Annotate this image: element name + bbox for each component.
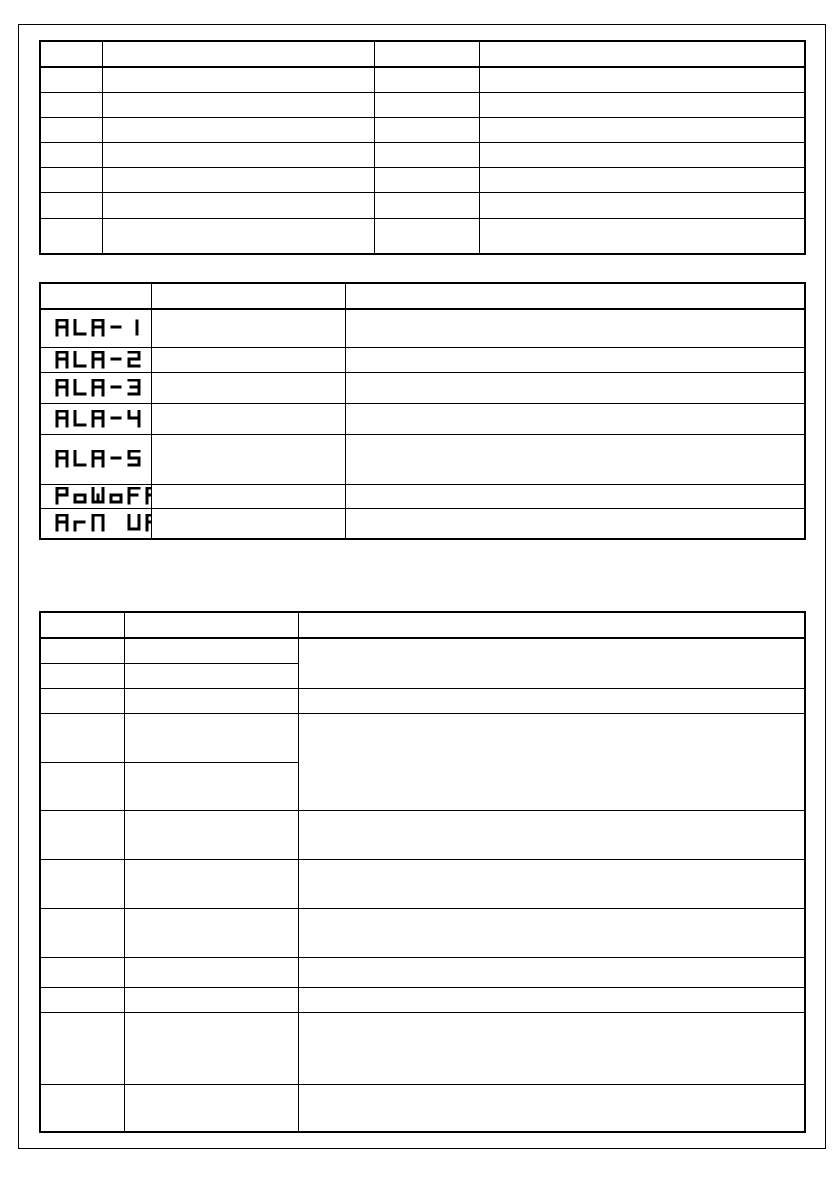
segment-glyph	[111, 495, 121, 502]
segment-glyph	[129, 380, 139, 394]
table-row	[40, 218, 805, 254]
display-code-4	[41, 410, 151, 428]
segment-glyph	[57, 515, 67, 530]
segment-glyph	[75, 522, 84, 530]
display-code-7	[41, 514, 151, 532]
table-1	[39, 40, 806, 255]
table-row	[40, 688, 805, 713]
table-row	[40, 987, 805, 1012]
segment-glyph	[93, 411, 103, 426]
seven-segment-code	[55, 351, 145, 369]
seven-segment-code	[55, 379, 145, 397]
alarm-row	[40, 508, 805, 539]
table-row	[40, 957, 805, 987]
segment-glyph	[57, 488, 67, 503]
segment-glyph	[75, 380, 85, 394]
display-code-3	[41, 379, 151, 397]
segment-glyph	[129, 488, 139, 503]
alarm-table-header-row	[40, 283, 805, 309]
table-row	[40, 1084, 805, 1132]
seven-segment-code	[55, 487, 151, 505]
display-code-6	[41, 487, 151, 505]
seven-segment-code	[55, 410, 145, 428]
segment-glyph	[129, 411, 139, 426]
segment-glyph	[129, 451, 139, 465]
table-row	[40, 859, 805, 908]
table-row	[40, 142, 805, 167]
segment-glyph	[93, 451, 103, 466]
alarm-row	[40, 484, 805, 508]
table-1-header-row	[40, 41, 805, 67]
table-row	[40, 908, 805, 957]
segment-glyph	[57, 320, 67, 335]
table-row	[40, 713, 805, 762]
segment-glyph	[93, 515, 103, 530]
segment-glyph	[147, 515, 151, 530]
segment-glyph	[57, 380, 67, 395]
table-3	[39, 611, 806, 1133]
table-row	[40, 1012, 805, 1084]
seven-segment-code	[55, 450, 145, 468]
segment-glyph	[93, 488, 103, 502]
display-code-2	[41, 351, 151, 369]
segment-glyph	[147, 488, 151, 503]
segment-glyph	[129, 515, 139, 529]
alarm-code-table	[39, 282, 806, 540]
segment-glyph	[57, 411, 67, 426]
alarm-row	[40, 309, 805, 347]
segment-glyph	[57, 352, 67, 367]
seven-segment-code	[55, 514, 151, 532]
table-row	[40, 638, 805, 663]
table-row	[40, 167, 805, 192]
segment-glyph	[93, 352, 103, 367]
table-row	[40, 810, 805, 859]
segment-glyph	[93, 380, 103, 395]
segment-glyph	[75, 411, 85, 425]
table-row	[40, 92, 805, 117]
segment-glyph	[75, 352, 85, 366]
alarm-row	[40, 347, 805, 372]
display-code-5	[41, 450, 151, 468]
alarm-row	[40, 372, 805, 403]
segment-glyph	[129, 352, 139, 366]
segment-glyph	[57, 451, 67, 466]
alarm-row	[40, 434, 805, 484]
seven-segment-code	[55, 319, 145, 337]
table-row	[40, 117, 805, 142]
table-row	[40, 192, 805, 218]
table-3-header-row	[40, 612, 805, 638]
display-code-1	[41, 319, 151, 337]
segment-glyph	[75, 320, 85, 334]
segment-glyph	[75, 451, 85, 465]
segment-glyph	[75, 495, 85, 502]
alarm-row	[40, 403, 805, 434]
table-row	[40, 67, 805, 92]
segment-glyph	[93, 320, 103, 335]
